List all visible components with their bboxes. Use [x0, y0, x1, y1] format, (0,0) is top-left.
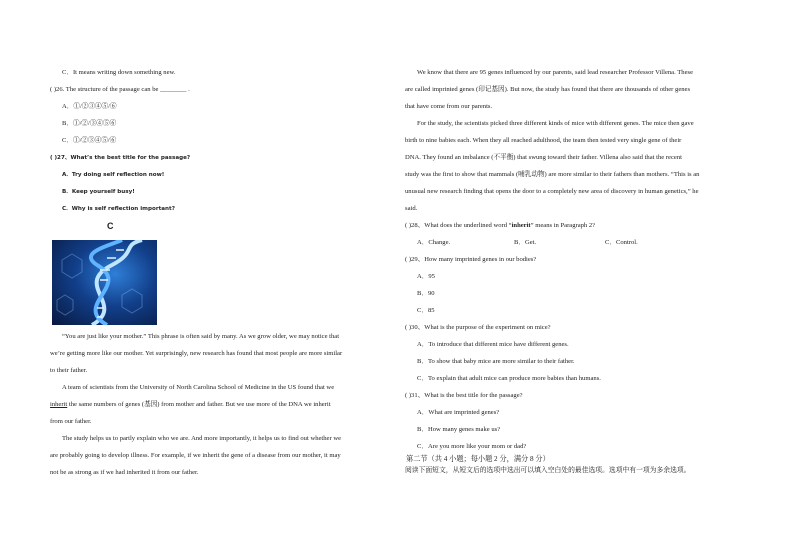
p3-line2: are probably going to develop illness. For example, if we inherit the gene of a disease from our mother, it may	[50, 452, 341, 459]
p3-line1: The study helps us to partly explain who we are. And more importantly, it helps us to find out whether we	[62, 435, 342, 442]
section2-heading: 第二节（共 4 小题；每小题 2 分，满分 8 分）	[406, 455, 550, 463]
q30-stem: ( )30、What is the purpose of the experiment on mice?	[405, 324, 551, 331]
p1-line3: to their father.	[50, 367, 88, 374]
p5-line6: said.	[405, 205, 418, 212]
q31-stem: ( )31、What is the best title for the passage?	[405, 392, 523, 399]
section-c-heading: C	[107, 221, 114, 231]
q27-option-c: C．Why is self reflection important?	[62, 206, 175, 212]
p1-line2: we’re getting more like our mother. Yet surprisingly, new research has found that most people are more similar	[50, 350, 343, 357]
q30-option-b: B．To show that baby mice are more similar to their father.	[417, 358, 575, 365]
q26-option-a: A．①/②③④⑤/⑥	[62, 103, 117, 110]
p2-line2-rest: the same numbers of genes (基因) from mother and father. But we use more of the DNA we inherit	[67, 401, 331, 408]
dna-helix-image	[52, 240, 157, 325]
q28-stem-part1: ( )28、What does the underlined word “	[405, 222, 512, 229]
q28-stem-word: inherit	[511, 222, 531, 229]
q28-stem	[405, 222, 595, 230]
q27-option-b: B．Keep yourself busy!	[62, 189, 135, 195]
q28-option-c: C．Control.	[605, 239, 638, 246]
p5-line3: DNA. They found an imbalance (不平衡) that swung toward their father. Villena also said that the recent	[405, 154, 682, 161]
p2-line1: A team of scientists from the University of North Carolina School of Medicine in the US found that we	[62, 384, 335, 391]
q31-option-b: B．How many genes make us?	[417, 426, 501, 433]
q29-option-a: A．95	[417, 273, 435, 280]
p5-line5: unusual new research finding that opens the door to a completely new area of discovery in human genetics,” he	[405, 188, 699, 195]
section2-instructions: 阅读下面短文，从短文后的选项中选出可以填入空白处的最佳选项。选项中有一项为多余选项。	[405, 467, 691, 474]
q26-option-c-prev: C．It means writing down something new.	[62, 69, 176, 76]
q28-stem-part2: ” means in Paragraph 2?	[530, 222, 596, 229]
q26-stem: ( )26. The structure of the passage can be ________ .	[50, 86, 190, 93]
q26-option-c: C．①/②③④⑤/⑥	[62, 137, 117, 144]
q30-option-c: C．To explain that adult mice can produce more babies than humans.	[417, 375, 601, 382]
p1-line1: “You are just like your mother.” This phrase is often said by many. As we grow older, we may notice that	[62, 333, 340, 340]
p4-line3: that have come from our parents.	[405, 103, 493, 110]
p4-line2: are called imprinted genes (印记基因). But now, the study has found that there are thousands of other genes	[405, 86, 691, 93]
p5-line1: For the study, the scientists picked three different kinds of mice with different genes. The mice then gave	[417, 120, 694, 127]
p4-line1: We know that there are 95 genes influenced by our parents, said lead researcher Professor Villena. These	[417, 69, 694, 76]
q27-option-a: A．Try doing self reflection now!	[62, 172, 165, 178]
p3-line3: not be as strong as if we had inherited it from our father.	[50, 469, 199, 476]
q28-option-a: A．Change.	[417, 239, 451, 246]
q29-stem: ( )29、How many imprinted genes in our bodies?	[405, 256, 537, 263]
q27-stem: ( )27、What’s the best title for the passage?	[50, 155, 191, 161]
dna-helix-icon	[52, 240, 157, 325]
p2-line3: from our father.	[50, 418, 92, 425]
q31-option-c: C．Are you more like your mom or dad?	[417, 443, 527, 450]
q29-option-b: B．90	[417, 290, 435, 297]
p5-line2: birth to nine babies each. When they all reached adulthood, the team then tested very single gene of their	[405, 137, 682, 144]
q30-option-a: A．To introduce that different mice have different genes.	[417, 341, 569, 348]
q29-option-c: C．85	[417, 307, 435, 314]
q26-option-b: B．①/②/③④⑤⑥	[62, 120, 117, 127]
q31-option-a: A．What are imprinted genes?	[417, 409, 500, 416]
p2-line2	[50, 401, 331, 409]
inherit-underlined: inherit	[50, 401, 68, 408]
q28-option-b: B．Get.	[514, 239, 537, 246]
p5-line4: study was the first to show that mammals (哺乳动物) are more similar to their fathers than mothers. “This is an	[405, 171, 700, 178]
